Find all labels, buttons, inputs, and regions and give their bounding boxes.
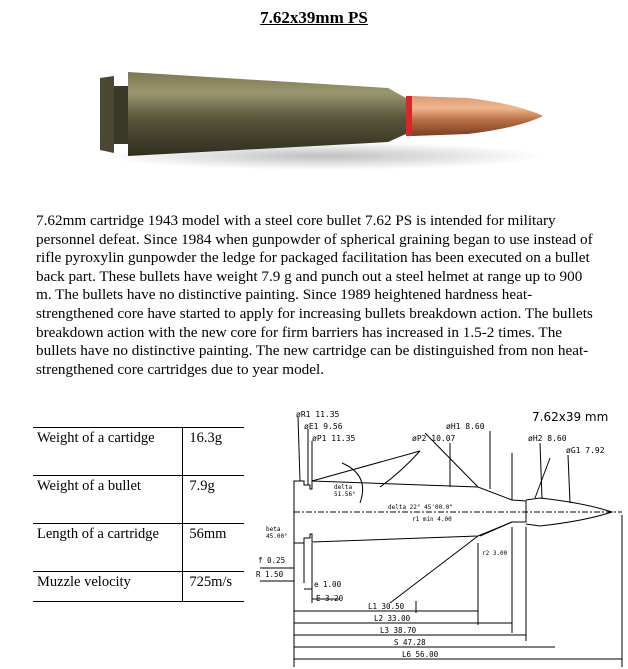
dim-r1min: r1 min 4.00 [412,516,452,523]
dim-e: e 1.00 [314,580,342,589]
dim-f: f 0.25 [258,556,286,565]
spec-label: Weight of a bullet [33,476,183,524]
dim-p1: øP1 11.35 [312,434,356,443]
spec-value: 725m/s [183,572,244,602]
dim-l2: L2 33.00 [374,614,411,623]
dim-h1: øH1 8.60 [446,422,485,431]
dim-h2: øH2 8.60 [528,434,567,443]
table-row [33,476,244,524]
dim-p2: øP2 10.07 [412,434,456,443]
spec-value: 7.9g [183,476,244,524]
dim-beta: beta [266,526,281,533]
seal-ring [406,96,412,136]
dim-delta1-val: 51.56° [334,491,356,498]
dim-delta2: delta 22° 45'00.0" [388,504,454,511]
dim-r1: øR1 11.35 [296,410,340,419]
dim-l3: L3 38.70 [380,626,417,635]
dim-r: R 1.50 [256,570,284,579]
spec-value: 16.3g [183,428,244,476]
dim-l1: L1 30.50 [368,602,405,611]
spec-value: 56mm [183,524,244,572]
dim-l6: L6 56.00 [402,650,439,659]
dim-delta1: delta [334,484,353,491]
dim-E: E 3.20 [316,594,344,603]
specs-table [33,427,244,602]
dim-r2: r2 3.00 [482,550,508,557]
table-row [33,428,244,476]
table-row [33,572,244,602]
cartridge-photo [88,38,558,188]
dim-e1: øE1 9.56 [304,422,343,431]
dim-s: S 47.28 [394,638,426,647]
spec-label: Weight of a cartidge [33,428,183,476]
cartridge-drawing [250,403,628,669]
spec-label: Length of a cartridge [33,524,183,572]
drawing-caption: 7.62x39 mm [532,410,609,424]
table-row [33,524,244,572]
dim-beta-val: 45.00° [266,533,288,540]
dim-g1: øG1 7.92 [566,446,605,455]
description-text: 7.62mm cartridge 1943 model with a steel core bullet 7.62 PS is intended for military personnel defeat. Since 1984 when gunpowder of spherical graining began to use instead of rifle pyroxylin gunpowder the ledge for packaged facilitation has been executed on a bullet back part. These bullets have weight 7.9 g and punch out a steel helmet at range up to 900 m. The bullets have no distinctive painting. Since 1989 heightened hardness heat-strengthened core have started to apply for increasing bullets breakdown action. The bullets breakdown action with the new core for firm barriers has increased in 1.5-2 times. The bullets have no distinctive painting. The new cartridge can be distinguished from non heat-strengthened core cartridges due to year model. [36,212,593,378]
spec-label: Muzzle velocity [33,572,183,602]
page-title: 7.62x39mm PS [260,8,368,27]
